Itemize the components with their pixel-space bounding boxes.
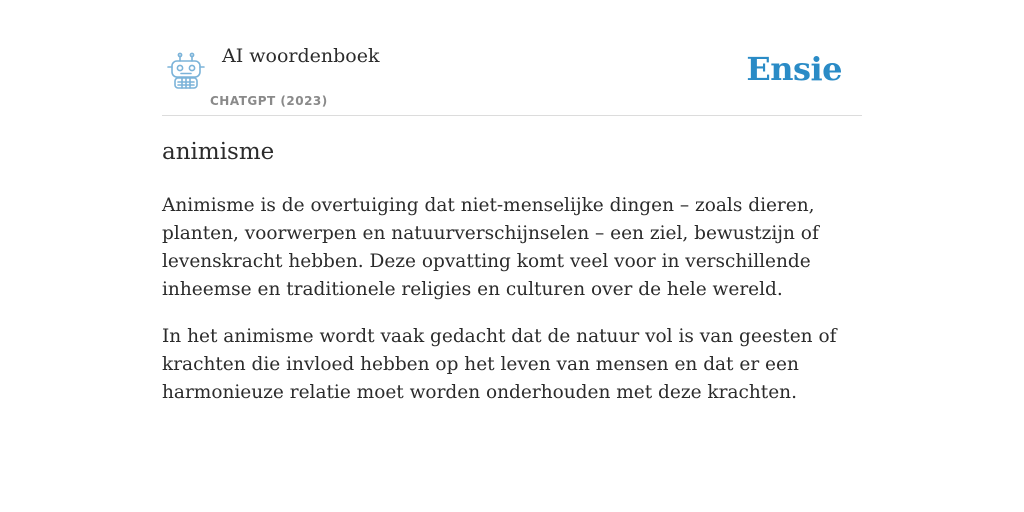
app-title: AI woordenboek xyxy=(222,45,380,67)
definition-paragraph: Animisme is de overtuiging dat niet-menselijke dingen – zoals dieren, planten, voorwerpen en natuurverschijnselen – een ziel, bewustzijn of levenskracht hebben. Deze opvatting komt veel voor in verschillende inheemse en traditionele religies en culturen over de hele wereld. xyxy=(162,195,819,300)
page-header xyxy=(162,0,862,116)
entry-term: animisme xyxy=(162,139,275,165)
dictionary-page xyxy=(162,0,862,512)
app-subtitle: CHATGPT (2023) xyxy=(210,94,328,108)
brand-logo[interactable]: Ensie xyxy=(746,50,842,88)
definition-paragraph: In het animisme wordt vaak gedacht dat de natuur vol is van geesten of krachten die invloed hebben op het leven van mensen en dat er een harmonieuze relatie moet worden onderhouden met deze krachten. xyxy=(162,326,837,403)
robot-icon xyxy=(166,52,206,90)
